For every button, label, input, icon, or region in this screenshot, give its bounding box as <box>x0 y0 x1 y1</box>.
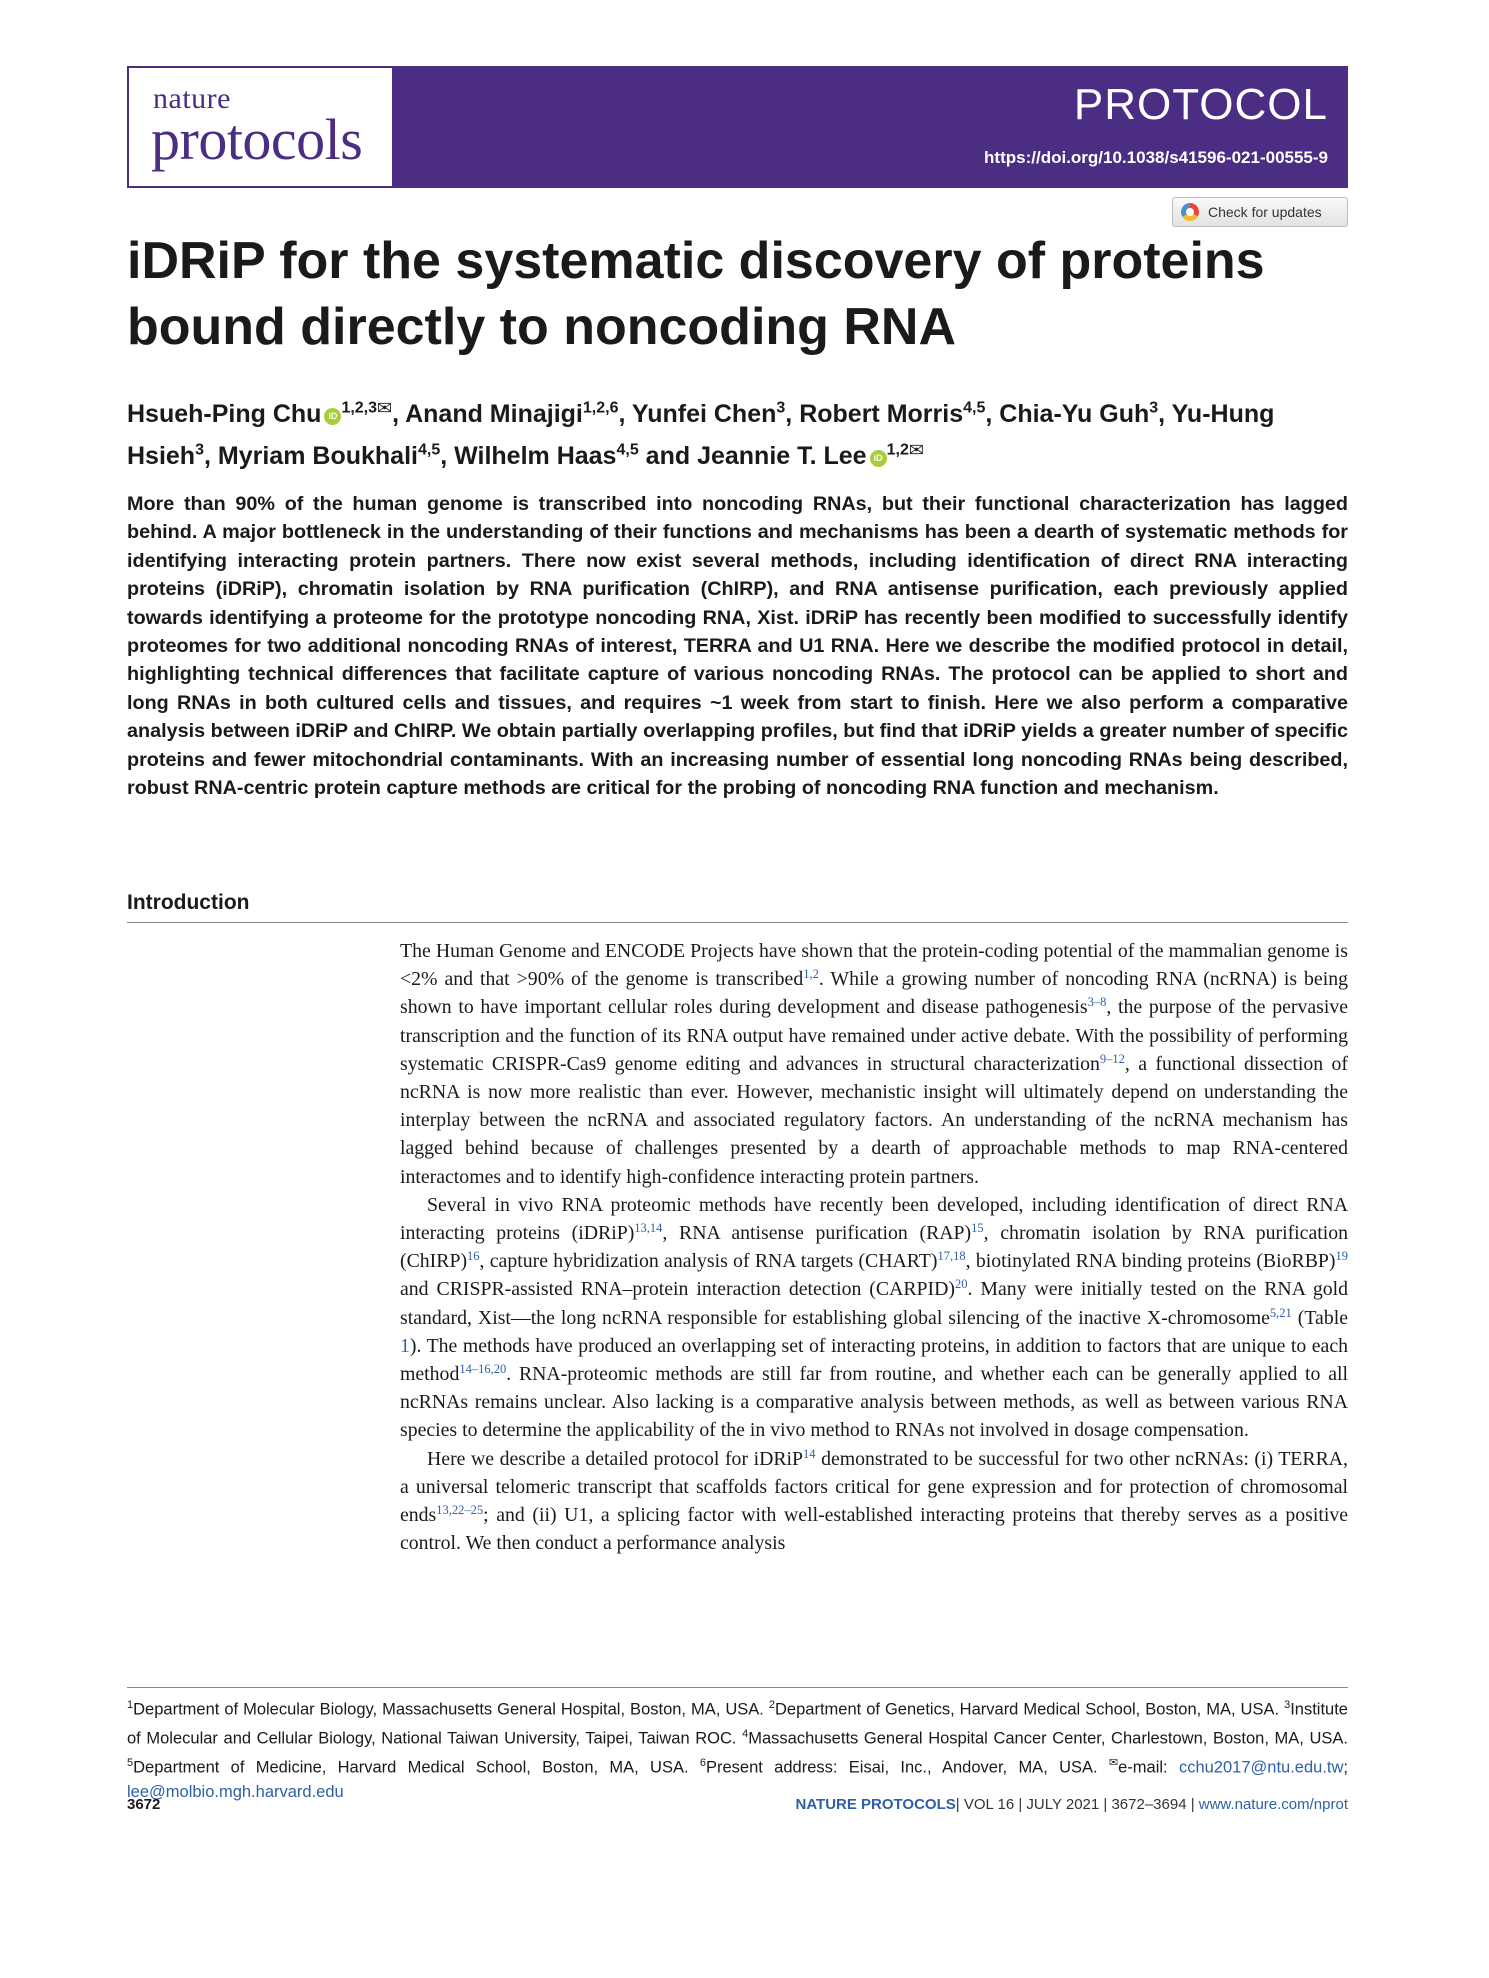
author-separator: , <box>618 400 632 428</box>
email-link[interactable]: cchu2017@ntu.edu.tw <box>1178 1758 1344 1777</box>
author-name: Robert Morris <box>799 400 964 428</box>
citation-ref[interactable]: 19 <box>1335 1249 1348 1264</box>
footnote-divider <box>127 1687 1348 1688</box>
email-label: e-mail: <box>1118 1758 1179 1777</box>
author-separator: , <box>1158 400 1172 428</box>
orcid-icon[interactable]: iD <box>870 450 887 467</box>
article-title: iDRiP for the systematic discovery of proteins bound directly to noncoding RNA <box>127 232 1265 356</box>
author-list <box>127 390 1357 474</box>
author-affiliation-marker: 1,2,6 <box>582 399 619 417</box>
author-affiliation-marker: 3 <box>776 399 786 417</box>
check-for-updates-button[interactable] <box>1172 197 1348 227</box>
crossmark-icon <box>1181 203 1199 221</box>
affiliation-number: 3 <box>1284 1699 1291 1711</box>
author-separator: , <box>985 400 1000 428</box>
author-separator: , <box>204 442 218 470</box>
footer-journal-url[interactable]: www.nature.com/nprot <box>1198 1796 1348 1813</box>
abstract: More than 90% of the human genome is transcribed into noncoding RNAs, but their functional characterization has lagged behind. A major bottleneck in the understanding of their functions and mechanisms has been a dearth of systematic methods for identifying interacting protein partners. There now exist several methods, including identification of direct RNA interacting proteins (iDRiP), chromatin isolation by RNA purification (ChIRP), and RNA antisense purification, each previously applied towards identifying a proteome for the prototype noncoding RNA, Xist. iDRiP has recently been modified to successfully identify proteomes for two additional noncoding RNAs of interest, TERRA and U1 RNA. Here we describe the modified protocol in detail, highlighting technical differences that facilitate capture of various noncoding RNAs. The protocol can be applied to short and long RNAs in both cultured cells and tissues, and requires ~1 week from start to finish. Here we also perform a comparative analysis between iDRiP and ChIRP. We obtain partially overlapping profiles, but find that iDRiP yields a greater number of specific proteins and fewer mitochondrial contaminants. With an increasing number of essential long noncoding RNAs being described, robust RNA-centric protein capture methods are critical for the probing of noncoding RNA function and mechanism. <box>127 493 1348 800</box>
orcid-icon[interactable]: iD <box>324 408 341 425</box>
author-name: Yu-Hung Hsieh <box>127 400 1275 470</box>
author-name: Hsueh-Ping Chu <box>127 400 322 428</box>
journal-footer <box>795 1796 1348 1813</box>
author-name: Anand Minajigi <box>405 400 583 428</box>
citation-ref[interactable]: 5,21 <box>1269 1305 1292 1320</box>
citation-ref[interactable]: 16 <box>467 1249 480 1264</box>
citation-ref[interactable]: 20 <box>955 1277 968 1292</box>
intro-paragraph: Here we describe a detailed protocol for iDRiP$^{14}$ demonstrated to be successful for two other ncRNAs: (i) TERRA, a universal telomeric transcript that scaffolds factors critical for gene expression and for protection of chromosomal ends$^{13,22-25}$; and (ii) U1, a splicing factor with well-established interacting proteins that thereby serves as a positive control. We then conduct a performance analysis <box>400 1446 1348 1555</box>
logo-line-nature: nature <box>153 82 231 115</box>
author-affiliation-marker: 4,5 <box>963 399 986 417</box>
check-for-updates-label: Check for updates <box>1208 204 1322 220</box>
email-link[interactable]: lee@molbio.mgh.harvard.edu <box>127 1783 344 1801</box>
citation-ref[interactable]: 15 <box>971 1221 984 1236</box>
citation-ref[interactable]: 17,18 <box>937 1249 966 1264</box>
author-name: Yunfei Chen <box>631 400 777 428</box>
author-separator: , <box>785 400 800 428</box>
affiliation-number: 6 <box>699 1757 706 1769</box>
table-link[interactable]: 1 <box>400 1334 410 1357</box>
envelope-icon[interactable]: ✉ <box>908 440 924 460</box>
author-name: Jeannie T. Lee <box>697 442 867 470</box>
author-affiliation-marker: 1,2,3 <box>341 399 378 417</box>
author-name: Wilhelm Haas <box>454 442 617 470</box>
citation-ref[interactable]: 13,14 <box>634 1221 663 1236</box>
affiliation-text: Department of Genetics, Harvard Medical School, Boston, MA, USA. <box>775 1700 1285 1719</box>
section-divider <box>127 922 1348 923</box>
author-affiliation-marker: 4,5 <box>417 441 441 459</box>
author-separator: , <box>440 442 455 470</box>
author-separator: , <box>392 400 406 428</box>
author-affiliation-marker: 1,2 <box>886 441 909 459</box>
citation-ref[interactable]: 1,2 <box>803 967 819 982</box>
citation-ref[interactable]: 14–16,20 <box>459 1362 507 1377</box>
affiliation-text: Department of Medicine, Harvard Medical School, Boston, MA, USA. <box>133 1758 700 1777</box>
article-type-banner <box>394 66 1348 188</box>
logo-line-protocols: protocols <box>151 107 363 172</box>
affiliations-footnote: $^1$Department of Molecular Biology, Massachusetts General Hospital, Boston, MA, USA. $^2$Department of Genetics, Harvard Medical School, Boston, MA, USA. $^3$Institute of Molecular and Cellular Biology, National Taiwan University, Taipei, Taiwan ROC. $^4$Massachusetts General Hospital Cancer Center, Charlestown, Boston, MA, USA. $^5$Department of Medicine, Harvard Medical School, Boston, MA, USA. $^6$Present address: Eisai, Inc., Andover, MA, USA. ✉e-mail: cchu2017@ntu.edu.tw; lee@molbio.mgh.harvard.edu <box>127 1699 1348 1801</box>
affiliation-text: Department of Molecular Biology, Massachusetts General Hospital, Boston, MA, USA. <box>133 1700 769 1719</box>
author-name: Myriam Boukhali <box>217 442 418 470</box>
journal-header <box>127 66 1348 188</box>
affiliation-text: Massachusetts General Hospital Cancer Center, Charlestown, Boston, MA, USA. <box>748 1729 1348 1748</box>
journal-logo[interactable] <box>127 66 394 188</box>
affiliation-text: Present address: Eisai, Inc., Andover, MA, USA. <box>706 1758 1109 1777</box>
affiliation-number: 4 <box>742 1728 749 1740</box>
citation-ref[interactable]: 9–12 <box>1099 1051 1125 1066</box>
article-type: PROTOCOL <box>1073 80 1328 129</box>
envelope-icon: ✉ <box>1108 1757 1119 1769</box>
intro-paragraph: The Human Genome and ENCODE Projects have shown that the protein-coding potential of the mammalian genome is <2% and that >90% of the genome is transcribed$^{1,2}$. While a growing number of noncoding RNA (ncRNA) is being shown to have important cellular roles during development and disease pathogenesis$^{3-8}$, the purpose of the pervasive transcription and the function of its RNA output have remained under active debate. With the possibility of performing systematic CRISPR-Cas9 genome editing and advances in structural characterization$^{9-12}$, a functional dissection of ncRNA is now more realistic than ever. However, mechanistic insight will ultimately depend on understanding the interplay between the ncRNA and associated regulatory factors. An understanding of the ncRNA mechanism has lagged behind because of challenges presented by a dearth of approachable methods to map RNA-centered interactomes and to identify high-confidence interacting protein partners. <box>400 940 1348 1188</box>
affiliation-number: 5 <box>127 1757 134 1769</box>
citation-ref[interactable]: 14 <box>803 1446 816 1461</box>
author-affiliation-marker: 3 <box>1149 399 1159 417</box>
author-separator: and <box>638 442 698 470</box>
footer-journal-name[interactable]: NATURE PROTOCOLS <box>795 1796 956 1813</box>
page-number: 3672 <box>127 1796 161 1813</box>
affiliation-text: Institute of Molecular and Cellular Biology, National Taiwan University, Taipei, Taiwan ROC. <box>127 1700 1348 1748</box>
author-affiliation-marker: 4,5 <box>616 441 639 459</box>
author-name: Chia-Yu Guh <box>999 400 1150 428</box>
affiliation-number: 1 <box>127 1699 134 1711</box>
intro-paragraph: Several in vivo RNA proteomic methods have recently been developed, including identification of direct RNA interacting proteins (iDRiP)$^{13,14}$, RNA antisense purification (RAP)$^{15}$, chromatin isolation by RNA purification (ChIRP)$^{16}$, capture hybridization analysis of RNA targets (CHART)$^{17,18}$, biotinylated RNA binding proteins (BioRBP)$^{19}$ and CRISPR-assisted RNA–protein interaction detection (CARPID)$^{20}$. Many were initially tested on the RNA gold standard, Xist—the long ncRNA responsible for establishing global silencing of the inactive X-chromosome$^{5,21}$ (Table 1). The methods have produced an overlapping set of interacting proteins, in addition to factors that are unique to each method$^{14-16,20}$. RNA-proteomic methods are still far from routine, and whether each can be generally applied to all ncRNAs remains unclear. Also lacking is a comparative analysis between methods, as well as between various RNA species to determine the applicability of the in vivo method to RNAs not involved in dosage compensation. <box>400 1193 1348 1442</box>
citation-ref[interactable]: 3–8 <box>1087 995 1107 1010</box>
doi-link[interactable]: https://doi.org/10.1038/s41596-021-00555-9 <box>984 148 1328 167</box>
introduction-body <box>400 937 1348 1557</box>
footer-issue-info: | VOL 16 | JULY 2021 | 3672–3694 | <box>955 1796 1199 1813</box>
section-heading-introduction: Introduction <box>127 891 250 914</box>
affiliation-number: 2 <box>768 1699 775 1711</box>
citation-ref[interactable]: 13,22–25 <box>436 1503 484 1518</box>
author-affiliation-marker: 3 <box>195 441 204 459</box>
envelope-icon[interactable]: ✉ <box>377 398 393 418</box>
